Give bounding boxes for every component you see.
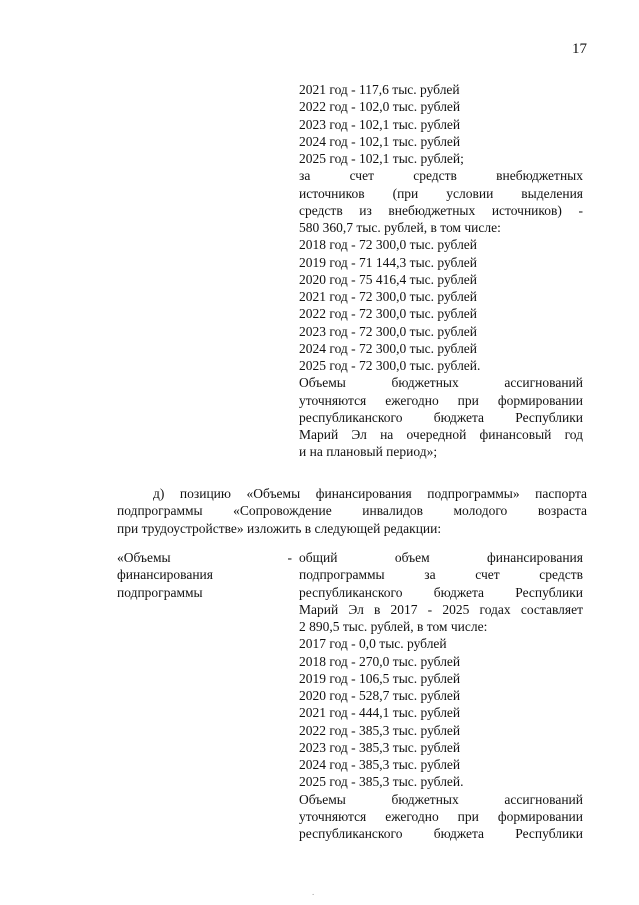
note-line: уточняются ежегодно при формировании [299,392,583,408]
label-dash: - [287,550,292,565]
year-line: 2018 год - 72 300,0 тыс. рублей [299,237,478,253]
funding-continuation-block [299,81,583,461]
year-line: 2022 год - 102,0 тыс. рублей [299,99,461,115]
year-line: 2024 год - 102,1 тыс. рублей [299,133,461,149]
year-line: 2023 год - 102,1 тыс. рублей [299,116,461,132]
text-line: подпрограммы за счет средств [299,567,583,583]
year-line: 2022 год - 385,3 тыс. рублей [299,722,461,738]
label-text: «Объемы [117,550,171,565]
text-line: общий объем финансирования [299,550,583,565]
note-line: Объемы бюджетных ассигнований [299,375,583,391]
note-line: республиканского бюджета Республики [299,826,583,841]
note-line: и на плановый период»; [299,444,438,460]
label-line: подпрограммы [117,584,203,600]
total-line: 580 360,7 тыс. рублей, в том числе: [299,220,501,235]
text-line: республиканского бюджета Республики [299,584,583,600]
amendment-paragraph [117,485,587,537]
note-line: уточняются ежегодно при формировании [299,808,583,824]
page-number: 17 [572,41,587,57]
label-line: финансирования [117,567,213,583]
year-line: 2021 год - 72 300,0 тыс. рублей [299,289,478,304]
note-line: Марий Эл на очередной финансовый год [299,427,583,442]
year-line: 2025 год - 72 300,0 тыс. рублей. [299,358,481,373]
year-line: 2018 год - 270,0 тыс. рублей [299,653,461,669]
year-line: 2021 год - 117,6 тыс. рублей [299,82,460,97]
paragraph-line: подпрограммы «Сопровождение инвалидов молодого возраста [117,503,587,519]
year-line: 2020 год - 528,7 тыс. рублей [299,688,461,703]
year-line: 2022 год - 72 300,0 тыс. рублей [299,306,478,322]
text-line: источников (при условии выделения [299,185,583,201]
note-line: республиканского бюджета Республики [299,409,583,425]
label-line [117,549,292,566]
year-line: 2019 год - 106,5 тыс. рублей [299,670,461,686]
text-line: Марий Эл в 2017 - 2025 годах составляет [299,601,583,617]
note-line: Объемы бюджетных ассигнований [299,791,583,807]
year-line: 2021 год - 444,1 тыс. рублей [299,705,461,721]
text-line: за счет средств внебюджетных [299,168,583,184]
position-label [117,549,292,601]
year-line: 2024 год - 72 300,0 тыс. рублей [299,340,478,356]
year-line: 2024 год - 385,3 тыс. рублей [299,757,461,772]
text-line: средств из внебюджетных источников) - [299,202,583,218]
year-line: 2023 год - 72 300,0 тыс. рублей [299,323,478,339]
paragraph-line: при трудоустройстве» изложить в следующей редакции: [117,520,442,536]
year-line: 2025 год - 102,1 тыс. рублей; [299,151,464,166]
year-line: 2020 год - 75 416,4 тыс. рублей [299,271,478,287]
position-value [299,549,583,842]
total-line: 2 890,5 тыс. рублей, в том числе: [299,619,488,634]
paragraph-line: д) позицию «Объемы финансирования подпрограммы» паспорта [153,486,587,501]
year-line: 2023 год - 385,3 тыс. рублей [299,739,461,755]
year-line: 2019 год - 71 144,3 тыс. рублей [299,254,478,270]
scan-mark: . [312,887,315,897]
year-line: 2017 год - 0,0 тыс. рублей [299,636,447,652]
year-line: 2025 год - 385,3 тыс. рублей. [299,774,464,790]
